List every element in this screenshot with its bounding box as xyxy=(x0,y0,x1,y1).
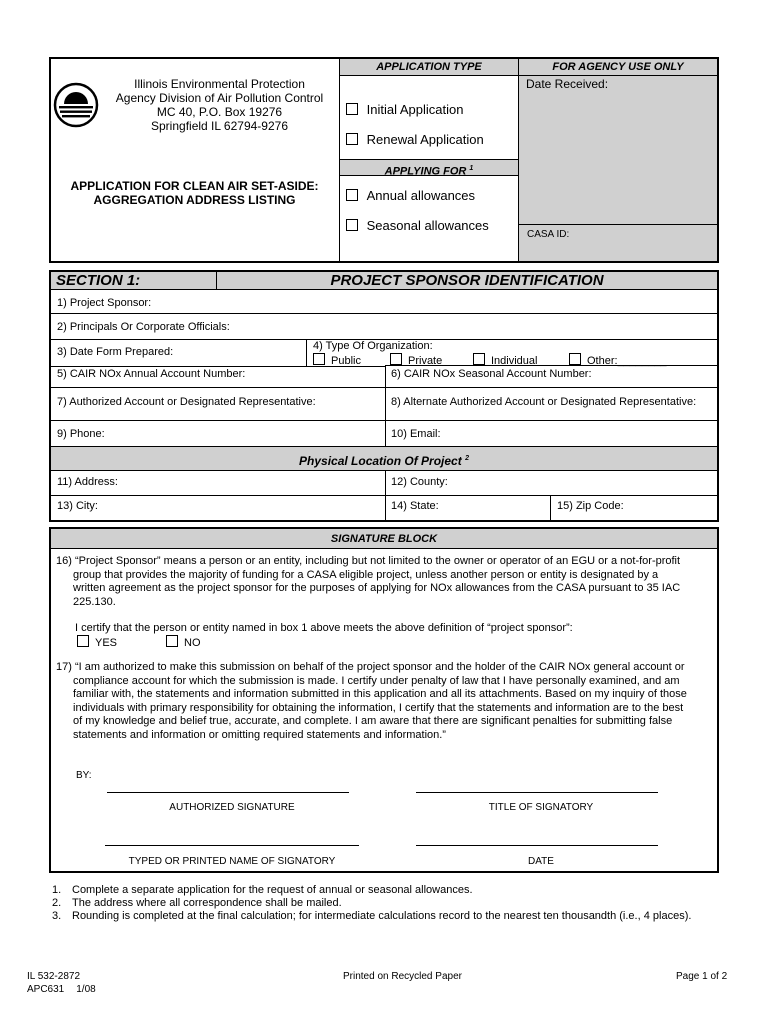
org-private-checkbox[interactable] xyxy=(390,353,402,365)
field-address[interactable]: 11) Address: xyxy=(57,476,118,488)
form-title-line: AGGREGATION ADDRESS LISTING xyxy=(93,193,296,207)
field-date-form-prepared[interactable]: 3) Date Form Prepared: xyxy=(57,346,174,358)
field-cair-annual-account[interactable]: 5) CAIR NOx Annual Account Number: xyxy=(57,368,246,380)
signature-block-header: SIGNATURE BLOCK xyxy=(51,529,717,549)
initial-application-checkbox[interactable] xyxy=(346,103,358,115)
footnote-marker: 2 xyxy=(465,455,469,462)
by-label: BY: xyxy=(76,770,92,781)
field-phone[interactable]: 9) Phone: xyxy=(57,428,105,440)
section1-label: SECTION 1: xyxy=(56,272,141,289)
certify-statement: I certify that the person or entity named in box 1 above meets the above definition of “project sponsor”: xyxy=(75,622,573,634)
footnote-number: 2. xyxy=(52,897,62,909)
title-signatory-line[interactable] xyxy=(416,792,658,793)
footnote-text: The address where all correspondence shall be mailed. xyxy=(72,897,342,909)
paragraph-line: compliance account for which the submission is made. I certify under penalty of law that I have personally examined, and am xyxy=(73,674,680,687)
iepa-logo-icon xyxy=(53,82,99,128)
yes-checkbox[interactable] xyxy=(77,635,89,647)
field-project-sponsor[interactable]: 1) Project Sponsor: xyxy=(57,297,152,309)
agency-line: Agency Division of Air Pollution Control xyxy=(115,91,324,105)
footnotes xyxy=(52,884,732,923)
org-public-checkbox[interactable] xyxy=(313,353,325,365)
yes-label: YES xyxy=(95,637,118,649)
form-code: APC631 xyxy=(27,984,65,995)
org-individual-checkbox[interactable] xyxy=(473,353,485,365)
org-other-label: Other:________ xyxy=(587,355,667,367)
col-divider xyxy=(550,495,551,520)
org-individual-option[interactable] xyxy=(473,353,537,367)
row-divider xyxy=(51,420,717,421)
footnote-text: Complete a separate application for the request of annual or seasonal allowances. xyxy=(72,884,473,896)
annual-allowances-label: Annual allowances xyxy=(366,188,476,203)
certification-paragraph-17 xyxy=(56,661,716,742)
date-line[interactable] xyxy=(416,845,658,846)
org-public-label: Public xyxy=(331,355,361,367)
initial-application-option[interactable] xyxy=(346,102,463,117)
form-code-date xyxy=(27,984,96,995)
seasonal-allowances-option[interactable] xyxy=(346,218,489,233)
footnote-text: Rounding is completed at the final calculation; for intermediate calculations record to the nearest ten thousandth (i.e., 4 places). xyxy=(72,910,692,922)
footnote-item xyxy=(52,910,732,923)
page-number: Page 1 of 2 xyxy=(676,971,728,982)
no-label: NO xyxy=(184,637,201,649)
certify-yes-option[interactable] xyxy=(77,635,117,649)
physical-location-label: Physical Location Of Project xyxy=(299,454,462,468)
form-number: IL 532-2872 xyxy=(27,971,81,982)
field-alternate-representative[interactable]: 8) Alternate Authorized Account or Designated Representative: xyxy=(391,396,697,408)
org-private-option[interactable] xyxy=(390,353,442,367)
col-divider xyxy=(385,366,386,446)
footnote-item xyxy=(52,897,732,910)
applying-for-header xyxy=(340,159,518,176)
footnote-number: 3. xyxy=(52,910,62,922)
application-type-header: APPLICATION TYPE xyxy=(340,59,518,76)
initial-application-label: Initial Application xyxy=(366,102,464,117)
authorized-signature-label: AUTHORIZED SIGNATURE xyxy=(169,802,295,813)
col-divider xyxy=(385,470,386,520)
typed-name-label: TYPED OR PRINTED NAME OF SIGNATORY xyxy=(128,856,336,867)
no-checkbox[interactable] xyxy=(166,635,178,647)
field-zip-code[interactable]: 15) Zip Code: xyxy=(557,500,624,512)
renewal-application-option[interactable] xyxy=(346,132,484,147)
row-divider xyxy=(51,470,717,471)
agency-use-header: FOR AGENCY USE ONLY xyxy=(519,59,717,76)
org-other-checkbox[interactable] xyxy=(569,353,581,365)
authorized-signature-line[interactable] xyxy=(107,792,349,793)
title-signatory-label: TITLE OF SIGNATORY xyxy=(488,802,594,813)
row-divider xyxy=(51,495,717,496)
paragraph-line: 225.130. xyxy=(73,595,116,608)
col-divider xyxy=(306,339,307,366)
form-title-line: APPLICATION FOR CLEAN AIR SET-ASIDE: xyxy=(70,179,319,193)
seasonal-allowances-label: Seasonal allowances xyxy=(366,218,489,233)
annual-allowances-option[interactable] xyxy=(346,188,475,203)
form-title xyxy=(52,179,337,207)
seasonal-allowances-checkbox[interactable] xyxy=(346,219,358,231)
field-city[interactable]: 13) City: xyxy=(57,500,98,512)
org-public-option[interactable] xyxy=(313,353,361,367)
field-cair-seasonal-account[interactable]: 6) CAIR NOx Seasonal Account Number: xyxy=(391,368,592,380)
annual-allowances-checkbox[interactable] xyxy=(346,189,358,201)
typed-name-line[interactable] xyxy=(105,845,359,846)
agency-line: Springfield IL 62794-9276 xyxy=(151,119,288,133)
paragraph-line: 17) “I am authorized to make this submission on behalf of the project sponsor and the holder of the CAIR NOx general account or xyxy=(56,661,685,673)
date-label: DATE xyxy=(528,856,554,867)
footnote-marker: 1 xyxy=(469,165,474,172)
footnote-number: 1. xyxy=(52,884,62,896)
paragraph-line: of my knowledge and belief true, accurate, and complete. I am aware that there are significant penalties for submitting false xyxy=(73,715,673,727)
row-divider xyxy=(51,387,717,388)
org-private-label: Private xyxy=(408,355,443,367)
renewal-application-checkbox[interactable] xyxy=(346,133,358,145)
renewal-application-label: Renewal Application xyxy=(366,132,484,147)
section1-title: PROJECT SPONSOR IDENTIFICATION xyxy=(330,272,604,289)
field-principals[interactable]: 2) Principals Or Corporate Officials: xyxy=(57,321,230,333)
agency-line: Illinois Environmental Protection xyxy=(134,77,305,91)
form-date: 1/08 xyxy=(76,984,96,995)
applying-for-label: APPLYING FOR xyxy=(384,165,467,178)
recycled-paper-note: Printed on Recycled Paper xyxy=(343,971,462,982)
physical-location-header xyxy=(51,447,717,470)
agency-line: MC 40, P.O. Box 19276 xyxy=(156,105,283,119)
org-individual-label: Individual xyxy=(491,355,538,367)
casa-id-label: CASA ID: xyxy=(527,229,570,240)
agency-address xyxy=(102,77,337,133)
casa-id-divider xyxy=(519,224,717,225)
field-type-of-organization: 4) Type Of Organization: xyxy=(313,340,433,352)
field-state[interactable]: 14) State: xyxy=(391,500,439,512)
org-other-option[interactable] xyxy=(569,353,667,367)
paragraph-line: 16) “Project Sponsor” means a person or an entity, including but not limited to the owner or operator of an EGU or a not-for-profit xyxy=(56,555,681,567)
paragraph-line: written agreement as the project sponsor for the purposes of applying for NOx allowances from the CASA pursuant to 35 IAC xyxy=(73,582,681,594)
field-email[interactable]: 10) Email: xyxy=(391,428,441,440)
field-authorized-representative[interactable]: 7) Authorized Account or Designated Representative: xyxy=(57,396,316,408)
paragraph-line: familiar with, the statements and information submitted in this application and all its attachments. Based on my inquiry of those xyxy=(73,688,687,700)
date-received-label: Date Received: xyxy=(526,77,609,91)
field-county[interactable]: 12) County: xyxy=(391,476,448,488)
paragraph-line: statements and information or omitting required statements and information.” xyxy=(73,728,446,741)
definition-paragraph-16 xyxy=(56,555,716,609)
paragraph-line: group that provides the majority of funding for a CASA eligible project, unless another person or entity is designated by a xyxy=(73,568,659,581)
paragraph-line: individuals with primary responsibility for obtaining the information, I certify that the statements and information are to the best xyxy=(73,701,684,714)
certify-no-option[interactable] xyxy=(166,635,201,649)
row-divider xyxy=(51,313,717,314)
footnote-item xyxy=(52,884,732,897)
